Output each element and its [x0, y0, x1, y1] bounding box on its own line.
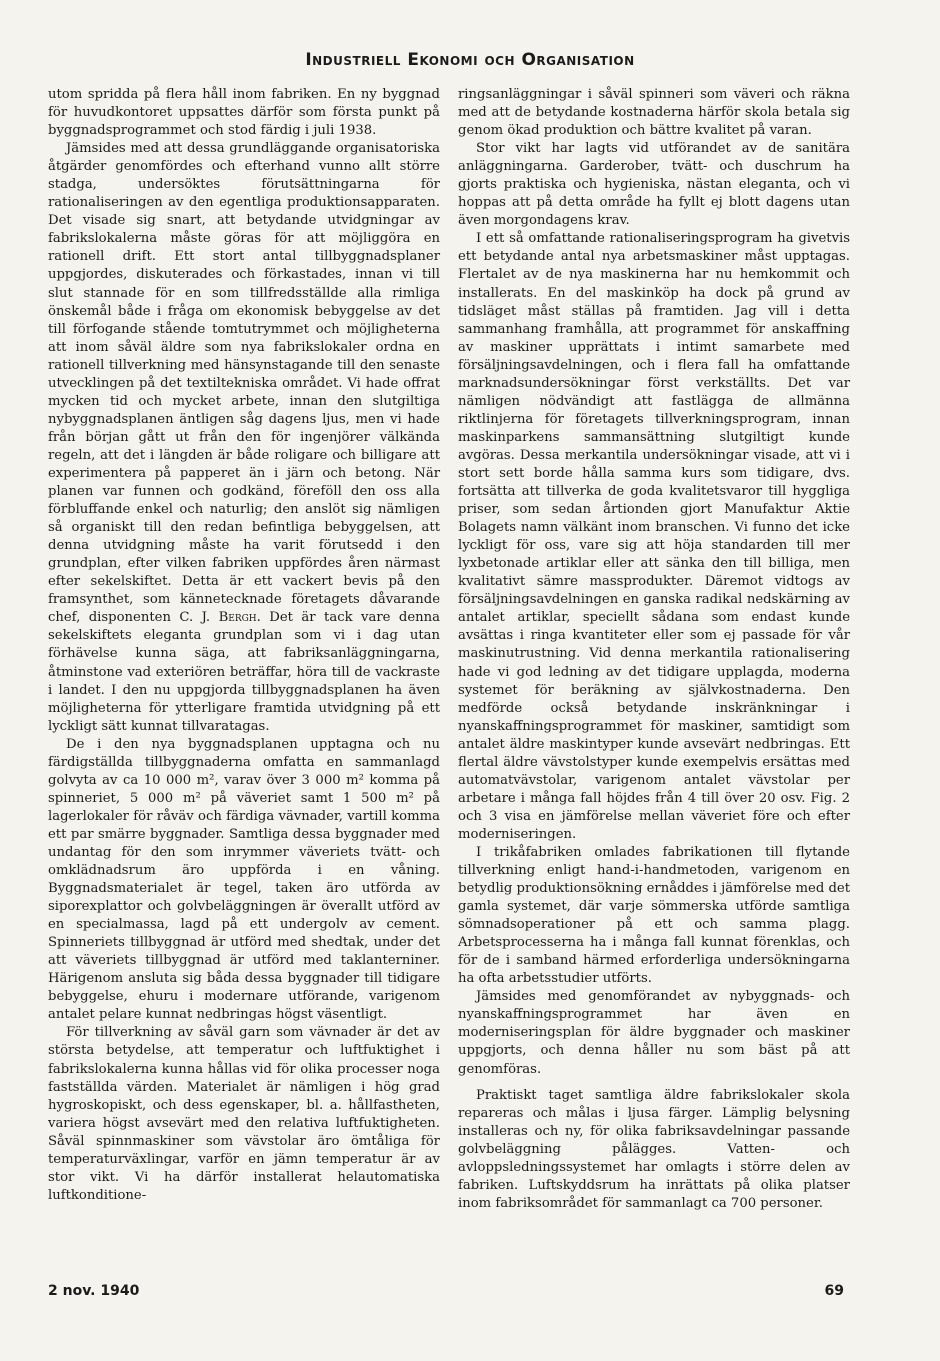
right-column — [458, 86, 850, 1213]
page-number: 69 — [824, 1283, 844, 1299]
paragraph-text: . Det är tack vare denna sekelskiftets eleganta grundplan som vi i dag utan förhävelse kunna säga, att fabriksanläggningarna, åtminstone vad exteriören beträffar, höra till de vackraste i landet. I den nu uppgjorda tillbyggnadsplanen ha även möjligheterna för ytterligare framtida utvidgning på ett lyckligt sätt kunnat tillvaratagas. — [48, 610, 440, 734]
paragraph-text: Jämsides med att dessa grundläggande organisatoriska åtgärder genomfördes och efterhand vunno allt större stadga, undersöktes förutsättningarna för rationaliseringen av den egentliga produktionsapparaten. Det visade sig snart, att betydande utvidgningar av fabrikslokalerna måste göras för att möjliggöra en rationell drift. Ett stort antal tillbyggnadsplaner uppgjordes, diskuterades och förkastades, innan vi till slut stannade för en som tillfredsställde alla rimliga önskemål både i fråga om ekonomisk bebyggelse av det till förfogande stående tomtutrymmet och möjligheterna att inom såväl äldre som nya fabrikslokaler ordna en rationell tillverkning med hänsynstagande till den senaste utvecklingen på det textiltekniska området. Vi hade offrat mycken tid och mycket arbete, innan den slutgiltiga nybyggnadsplanen äntligen såg dagens ljus, men vi hade från början gått ut från den för ingenjörer välkända regeln, att det i längden är både roligare och billigare att experimentera på papperet än i järn och betong. När planen var funnen och godkänd, föreföll den oss alla förbluffande enkel och naturlig; den anslöt sig nämligen så organiskt till den redan befintliga bebyggelsen, att denna utvidgning måste ha varit förutsedd i den grundplan, efter vilken fabriken uppfördes åren närmast efter sekelskiftet. Detta är ett vackert bevis på den framsynthet, som kännetecknade företagets dåvarande chef, disponenten C. J. — [48, 141, 440, 626]
paragraph: För tillverkning av såväl garn som vävnader är det av största betydelse, att temperatur och luftfuktighet i fabrikslokalerna kunna hållas vid för olika processer noga fastställda värden. Materialet är nämligen i hög grad hygroskopiskt, och dess egenskaper, bl. a. hållfastheten, variera högst avsevärt med den relativa luftfuktigheten. Såväl spinnmaskiner som vävstolar äro ömtåliga för temperaturväxlingar, varför en jämn temperatur är av stor vikt. Vi ha därför installerat helautomatiska luftkonditione- — [48, 1025, 440, 1203]
paragraph: ringsanläggningar i såväl spinneri som väveri och räkna med att de betydande kostnaderna härför skola betala sig genom ökad produktion och bättre kvalitet på varan. — [458, 87, 850, 139]
paragraph: De i den nya byggnadsplanen upptagna och nu färdigställda tillbyggnaderna omfatta en sammanlagd golvyta av ca 10 000 m², varav över 3 000 m² komma på spinneriet, 5 000 m² på väveriet samt 1 500 m² på lagerlokaler för råväv och färdiga vävnader, vartill komma ett par smärre byggnader. Samtliga dessa byggnader med undantag för den som inrymmer väveriets tvätt- och omklädnadsrum äro uppförda i en våning. Byggnadsmaterialet är tegel, taken äro utförda av siporexplattor och golvbeläggningen är överallt utförd av en specialmassa, lagd på ett undergolv av cement. Spinneriets tillbyggnad är utförd med shedtak, under det att väveriets tillbyggnad är utförd med taklanterniner. Härigenom ansluta sig båda dessa byggnader till tidigare bebyggelse, ehuru i modernare utförande, varigenom antalet pelare kunnat nedbringas högst väsentligt. — [48, 736, 440, 1023]
paragraph: I trikåfabriken omlades fabrikationen till flytande tillverkning enligt hand-i-handmetoden, varigenom en betydlig produktionsökning ernåddes i jämförelse med det gamla systemet, där varje sömmerska utförde samtliga sömnadsoperationer på ett och samma plagg. Arbetsprocesserna ha i många fall kunnat förenklas, och för de i samband härmed erforderliga undersökningarna ha ofta arbetsstudier utförts. — [458, 844, 850, 987]
paragraph: utom spridda på flera håll inom fabriken. En ny byggnad för huvudkontoret uppsattes därför som första punkt på byggnadsprogrammet och stod färdig i juli 1938. — [48, 87, 440, 139]
paragraph: Praktiskt taget samtliga äldre fabrikslokaler skola repareras och målas i ljusa färger. Lämplig belysning installeras och ny, för olika fabriksavdelningar passande golvbeläggning pålägges. Vatten- och avloppsledningssystemet har omlagts i större delen av fabriken. Luftskyddsrum ha inrättats på olika platser inom fabriksområdet för sammanlagt ca 700 personer. — [458, 1087, 850, 1211]
paragraph: Stor vikt har lagts vid utförandet av de sanitära anläggningarna. Garderober, tvätt- och duschrum ha gjorts praktiska och hygieniska, nästan eleganta, och vi hoppas att på detta område ha fyllt ej blott dagens utan även morgondagens krav. — [458, 141, 850, 229]
running-header: Industriell Ekonomi och Organisation — [305, 50, 635, 70]
left-column — [48, 86, 440, 1205]
paragraph: Jämsides med genomförandet av nybyggnads- och nyanskaffningsprogrammet har även en moderniseringsplan för äldre byggnader och maskiner uppgjorts, och denna håller nu som bäst på att genomföras. — [458, 989, 850, 1077]
issue-date: 2 nov. 1940 — [48, 1283, 140, 1299]
paragraph — [48, 140, 440, 736]
person-name: Bergh — [218, 610, 257, 626]
paragraph: I ett så omfattande rationaliseringsprogram ha givetvis ett betydande antal nya arbetsmaskiner måst upptagas. Flertalet av de nya maskinerna har nu hemkommit och installerats. En del maskinköp ha dock på grund av tidsläget måst ställas på framtiden. Jag vill i detta sammanhang framhålla, att programmet för anskaffning av maskiner upprättats i intimt samarbete med försäljningsavdelningen, och i flera fall ha omfattande marknadsundersökningar först verkställts. Det var nämligen nödvändigt att fastlägga de allmänna riktlinjerna för företagets tillverkningsprogram, innan maskinparkens sammansättning slutgiltigt kunde avgöras. Dessa merkantila undersökningar visade, att vi i stort sett borde hålla samma kurs som tidigare, dvs. fortsätta att tillverka de goda kvalitetsvaror till hyggliga priser, som sedan årtionden gjort Manufaktur Aktie Bolagets namn välkänt inom branschen. Vi funno det icke lyckligt för oss, vare sig att höja standarden till mer lyxbetonade artiklar eller att sänka den till billiga, men kvalitativt sämre massprodukter. Däremot vidtogs av försäljningsavdelningen en ganska radikal nedskärning av antalet artiklar, speciellt sådana som endast kunde avsättas i ringa kvantiteter eller som ej passade för vår maskinutrustning. Vid denna merkantila rationalisering hade vi god ledning av det tidigare upplagda, moderna systemet för beräkning av självkostnaderna. Den medförde också betydande inskränkningar i nyanskaffningsprogrammet för maskiner, samtidigt som antalet äldre maskintyper kunde avsevärt nedbringas. Ett flertal äldre vävstolstyper kunde exempelvis ersättas med automatvävstolar, varigenom antalet vävstolar per arbetare i många fall höjdes från 4 till över 20 osv. Fig. 2 och 3 visa en jämförelse mellan väveriet före och efter moderniseringen. — [458, 231, 850, 842]
